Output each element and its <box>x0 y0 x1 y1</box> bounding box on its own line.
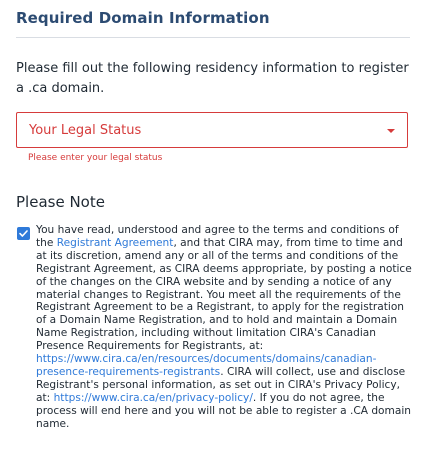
presence-requirements-link[interactable]: https://www.cira.ca/en/resources/documents/domains/canadian-presence-requirements-registrants <box>36 353 377 378</box>
privacy-policy-link[interactable]: https://www.cira.ca/en/privacy-policy/ <box>53 391 253 404</box>
section-divider <box>16 37 410 38</box>
registrant-agreement-link[interactable]: Registrant Agreement <box>56 236 174 249</box>
section-title: Required Domain Information <box>16 9 270 27</box>
terms-part-1: You have read, understood and agree to the terms and conditions of the <box>36 224 399 249</box>
terms-text <box>36 224 412 431</box>
checkmark-icon <box>18 228 29 239</box>
legal-status-error: Please enter your legal status <box>28 153 163 163</box>
agree-checkbox[interactable] <box>17 227 30 240</box>
terms-part-4: . If you do not agree, the process will end here and you will not be able to register a .CA domain name. <box>36 391 412 430</box>
terms-part-2: , and that CIRA may, from time to time and at its discretion, amend any or all of the terms and conditions of the Registrant Agreement, as CIRA deems appropriate, by posting a notice of the changes on the CIRA website and by sending a notice of any material changes to Registrant. You meet all the requirements of the Registrant Agreement to be a Registrant, to apply for the registration of a Domain Name Registration, and to hold and maintain a Domain Name Registration, including without limitation CIRA's Canadian Presence Requirements for Registrants, at: <box>36 236 412 353</box>
note-heading: Please Note <box>16 193 105 211</box>
legal-status-label: Your Legal Status <box>29 123 142 138</box>
legal-status-select[interactable] <box>16 112 408 148</box>
terms-part-3: . CIRA will collect, use and disclose Registrant's personal information, as set out in CIRA's Privacy Policy, at: <box>36 365 406 404</box>
intro-text: Please fill out the following residency information to register a .ca domain. <box>16 61 409 96</box>
caret-down-icon <box>387 129 395 133</box>
